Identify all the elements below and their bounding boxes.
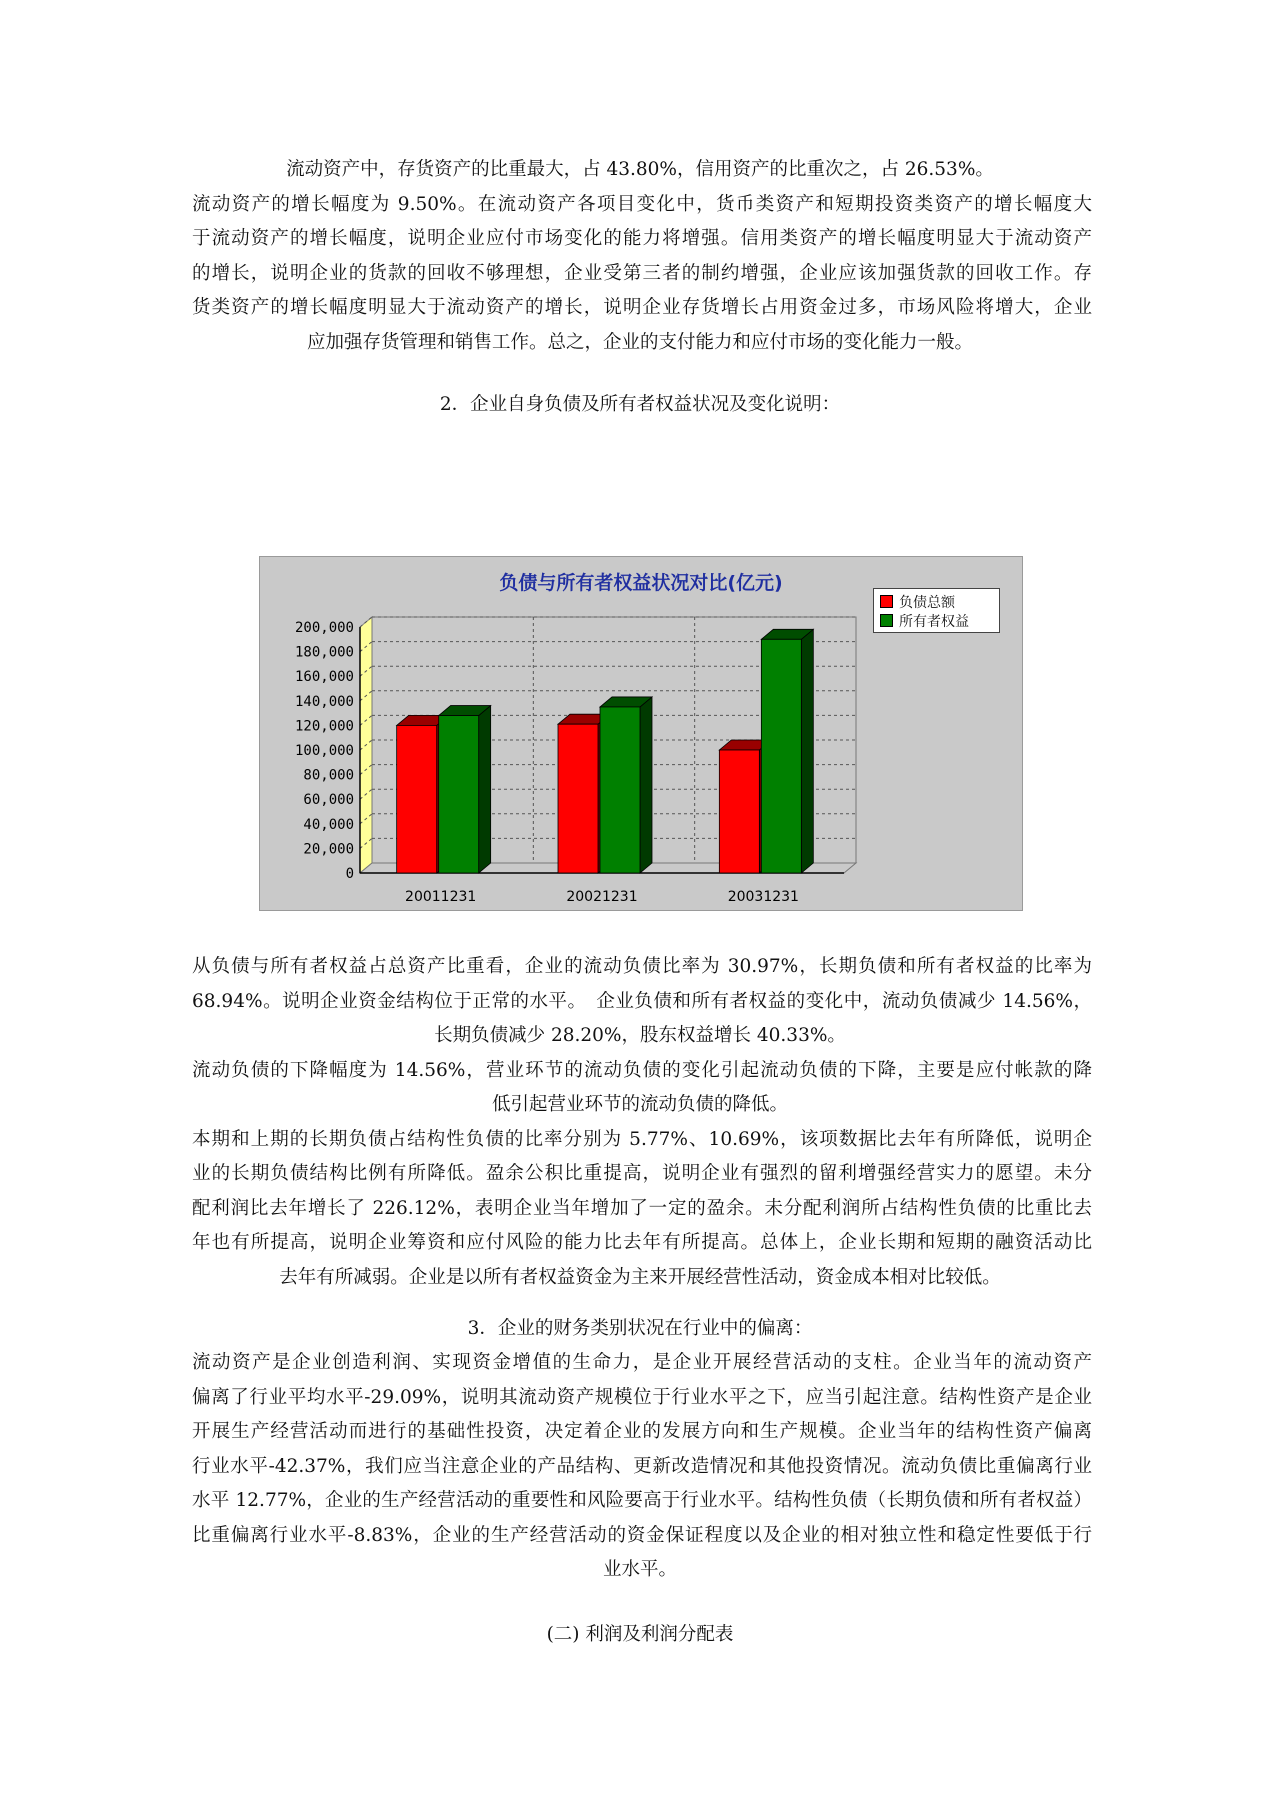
- bar-side: [479, 706, 491, 873]
- y-tick-label: 40,000: [303, 816, 354, 833]
- y-tick-label: 20,000: [303, 841, 354, 858]
- text-line: 行业水平-42.37%，我们应当注意企业的产品结构、更新改造情况和其他投资情况。流动负债比重偏离行业: [192, 1455, 1092, 1477]
- text-line: 业水平。: [602, 1559, 677, 1580]
- y-tick-label: 200,000: [294, 620, 354, 636]
- text-line: 货类资产的增长幅度明显大于流动资产的增长，说明企业存货增长占用资金过多，市场风险将增大，企业: [192, 297, 1092, 318]
- paragraph-current-assets: [0, 153, 1280, 360]
- legend-item-equity: [880, 611, 993, 630]
- text-line: 配利润比去年增长了 226.12%，表明企业当年增加了一定的盈余。未分配利润所占结构性负债的比重比去: [192, 1197, 1092, 1219]
- text-line: 偏离了行业平均水平-29.09%，说明其流动资产规模位于行业水平之下，应当引起注意。结构性资产是企业: [192, 1386, 1092, 1408]
- text-line: 水平 12.77%，企业的生产经营活动的重要性和风险要高于行业水平。结构性负债（长期负债和所有者权益）: [192, 1490, 1092, 1511]
- legend-label: 所有者权益: [899, 613, 969, 630]
- text-line: 业的长期负债结构比例有所降低。盈余公积比重提高，说明企业有强烈的留利增强经营实力的愿望。未分: [192, 1163, 1092, 1184]
- text-line: 流动负债的下降幅度为 14.56%，营业环节的流动负债的变化引起流动负债的下降，主要是应付帐款的降: [192, 1059, 1092, 1081]
- text-line: 应加强存货管理和销售工作。总之，企业的支付能力和应付市场的变化能力一般。: [306, 331, 973, 353]
- chart-title: 负债与所有者权益状况对比(亿元): [499, 572, 783, 594]
- liability-equity-chart: [259, 556, 1023, 911]
- legend-label: 负债总额: [899, 594, 955, 611]
- text-line: 流动资产的增长幅度为 9.50%。在流动资产各项目变化中，货币类资产和短期投资类资产的增长幅度大: [192, 193, 1092, 215]
- text-line: 年也有所提高，说明企业筹资和应付风险的能力比去年有所提高。总体上，企业长期和短期的融资活动比: [192, 1232, 1092, 1253]
- y-tick-label: 80,000: [303, 767, 354, 784]
- text-line: 开展生产经营活动而进行的基础性投资，决定着企业的发展方向和生产规模。企业当年的结构性资产偏离: [192, 1421, 1092, 1442]
- section-heading-profit: (二) 利润及利润分配表: [546, 1624, 734, 1645]
- legend-swatch-red: [880, 595, 893, 608]
- bar-equity: [600, 707, 640, 873]
- legend-item-liabilities: [880, 592, 993, 611]
- bar-liabilities: [397, 725, 437, 873]
- text-line: 68.94%。说明企业资金结构位于正常的水平。 企业负债和所有者权益的变化中，流动负债减少 14.56%，: [192, 990, 1092, 1012]
- text-line: 于流动资产的增长幅度，说明企业应付市场变化的能力将增强。信用类资产的增长幅度明显大于流动资产: [192, 228, 1092, 249]
- section-heading-2: 2．企业自身负债及所有者权益状况及变化说明：: [439, 394, 841, 415]
- text-line: 长期负债减少 28.20%，股东权益增长 40.33%。: [434, 1025, 846, 1046]
- text-line: 流动资产中，存货资产的比重最大，占 43.80%，信用资产的比重次之，占 26.53%。: [286, 159, 994, 180]
- bar-equity: [439, 716, 479, 873]
- y-tick-label: 140,000: [294, 693, 354, 710]
- text-line: 比重偏离行业水平-8.83%，企业的生产经营活动的资金保证程度以及企业的相对独立性和稳定性要低于行: [192, 1524, 1092, 1546]
- bar-liabilities: [558, 724, 598, 873]
- text-line: 低引起营业环节的流动负债的降低。: [491, 1094, 788, 1115]
- section-heading-3: 3．企业的财务类别状况在行业中的偏离：: [467, 1318, 813, 1339]
- chart-legend: [873, 588, 1000, 633]
- text-line: 流动资产是企业创造利润、实现资金增值的生命力，是企业开展经营活动的支柱。企业当年的流动资产: [192, 1352, 1092, 1373]
- x-tick-label: 20011231: [405, 889, 477, 905]
- text-line: 的增长，说明企业的货款的回收不够理想，企业受第三者的制约增强，企业应该加强货款的回收工作。存: [192, 262, 1092, 284]
- y-tick-label: 160,000: [294, 669, 354, 686]
- legend-swatch-green: [880, 614, 893, 627]
- y-tick-label: 0: [345, 866, 354, 882]
- text-line: 本期和上期的长期负债占结构性负债的比率分别为 5.77%、10.69%，该项数据比去年有所降低，说明企: [192, 1128, 1092, 1150]
- bar-equity: [761, 639, 801, 873]
- y-tick-label: 120,000: [294, 718, 354, 735]
- bar-liabilities: [719, 750, 759, 873]
- text-line: 从负债与所有者权益占总资产比重看，企业的流动负债比率为 30.97%，长期负债和所有者权益的比率为: [192, 956, 1092, 977]
- y-tick-label: 100,000: [294, 743, 354, 759]
- bar-side: [801, 629, 813, 873]
- x-tick-label: 20031231: [727, 889, 799, 905]
- text-line: 去年有所减弱。企业是以所有者权益资金为主来开展经营性活动，资金成本相对比较低。: [279, 1266, 1001, 1288]
- paragraph-industry-deviation: [0, 1346, 1280, 1588]
- bar-side: [640, 697, 652, 873]
- y-tick-label: 60,000: [303, 792, 354, 809]
- paragraph-liabilities: [0, 950, 1280, 1295]
- y-tick-label: 180,000: [294, 644, 354, 661]
- x-tick-label: 20021231: [566, 889, 638, 905]
